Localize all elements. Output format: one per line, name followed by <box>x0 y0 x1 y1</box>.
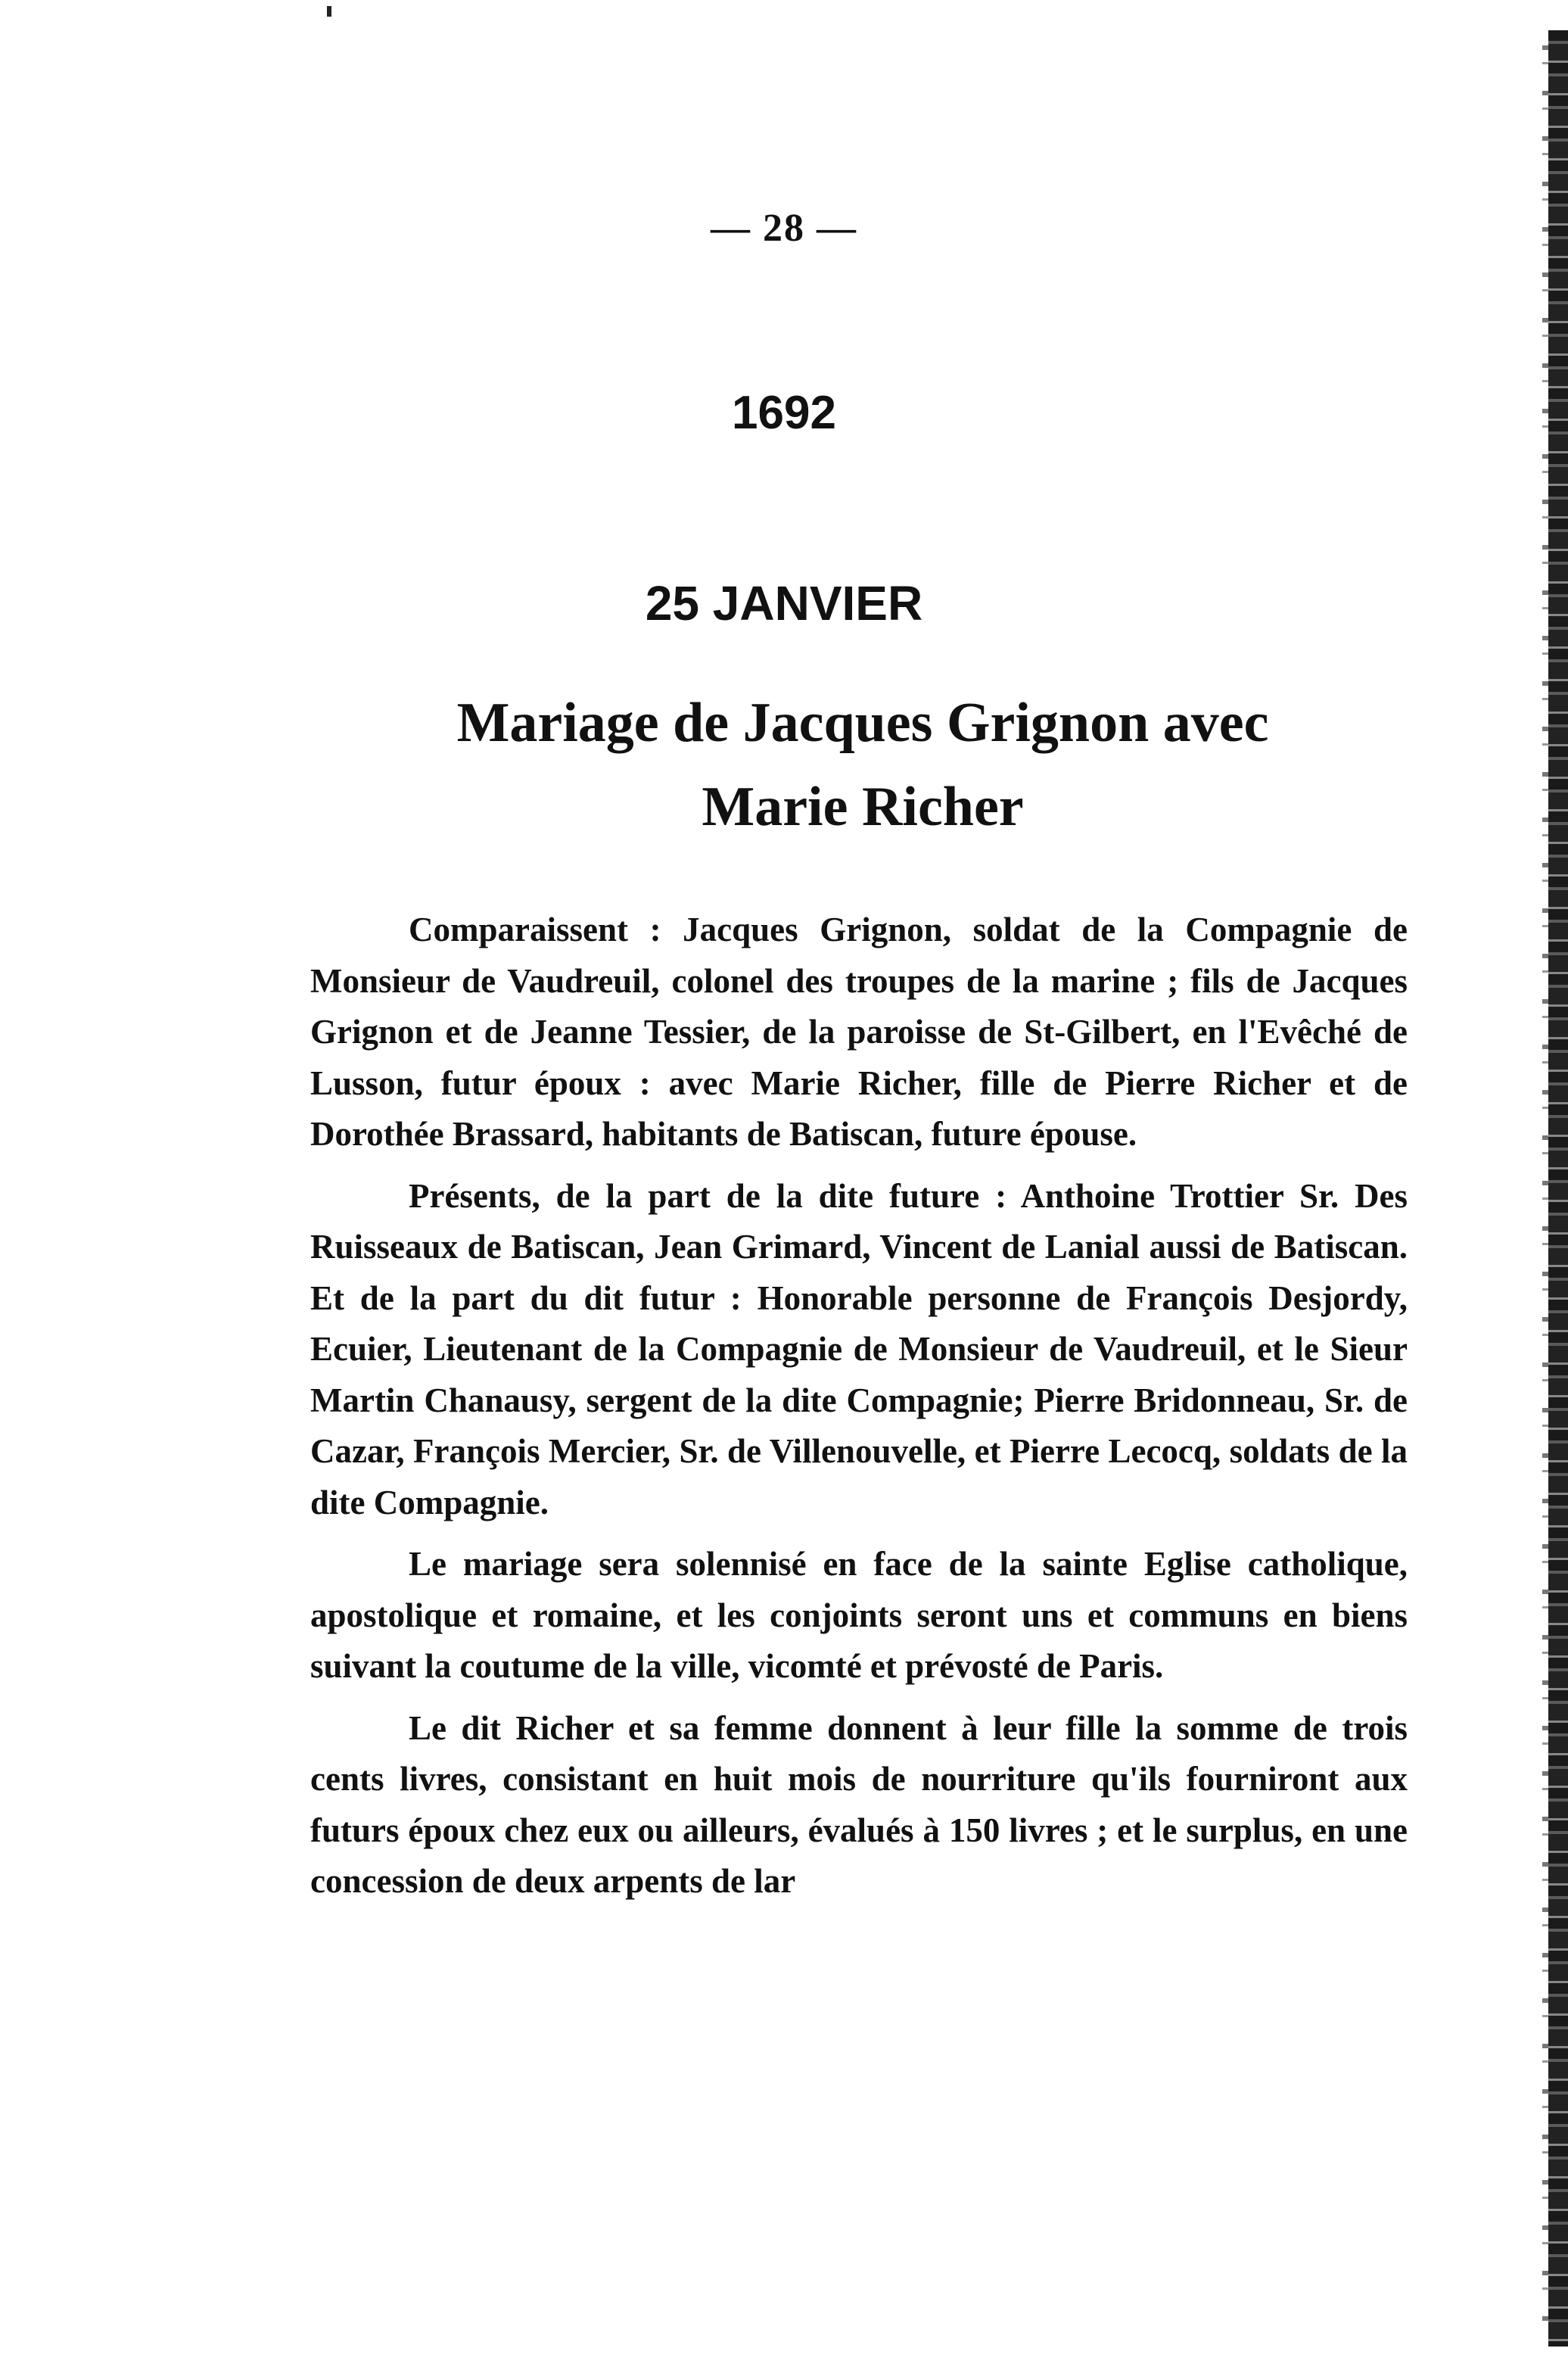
paragraph-presents: Présents, de la part de la dite future : Anthoine Trottier Sr. Des Ruisseaux de Batiscan, Jean Grimard, Vincent de Lanial aussi de Batiscan. Et de la part du dit futur : Honorable personne de François Desjordy, Ecuier, Lieutenant de la Compagnie de Monsieur de Vaudreuil, et le Sieur Martin Chanausy, sergent de la dite Compagnie; Pierre Bridonneau, Sr. de Cazar, François Mercier, Sr. de Villenouvelle, et Pierre Lecocq, soldats de la dite Compagnie. <box>310 1176 1408 1521</box>
title-line-2: Marie Richer <box>702 776 1024 838</box>
scan-edge-binding <box>1548 30 1568 2347</box>
scan-speck <box>327 6 331 17</box>
title-line-1: Mariage de Jacques Grignon avec <box>456 692 1269 754</box>
date-heading: 25 JANVIER <box>645 576 923 631</box>
paragraph-mariage: Le mariage sera solennisé en face de la sainte Eglise catholique, apostolique et romaine, et les conjoints seront uns et communs en biens suivant la coutume de la ville, vicomté et prévosté de Paris. <box>310 1545 1408 1685</box>
year-heading: 1692 <box>732 387 836 439</box>
document-title <box>378 681 1347 849</box>
paragraph-dot: Le dit Richer et sa femme donnent à leur fille la somme de trois cents livres, consistant en huit mois de nourriture qu'ils fourniront aux futurs époux chez eux ou ailleurs, évalués à 150 livres ; et le surplus, en une concession de deux arpents de lar <box>310 1708 1408 1900</box>
body-text <box>310 905 1408 1918</box>
paragraph-comparaissent: Comparaissent : Jacques Grignon, soldat de la Compagnie de Monsieur de Vaudreuil, colonel des troupes de la marine ; fils de Jacques Grignon et de Jeanne Tessier, de la paroisse de St-Gilbert, en l'Evêché de Lusson, futur époux : avec Marie Richer, fille de Pierre Richer et de Dorothée Brassard, habitants de Batiscan, future épouse. <box>310 911 1408 1153</box>
page-number: — 28 — <box>711 207 857 250</box>
